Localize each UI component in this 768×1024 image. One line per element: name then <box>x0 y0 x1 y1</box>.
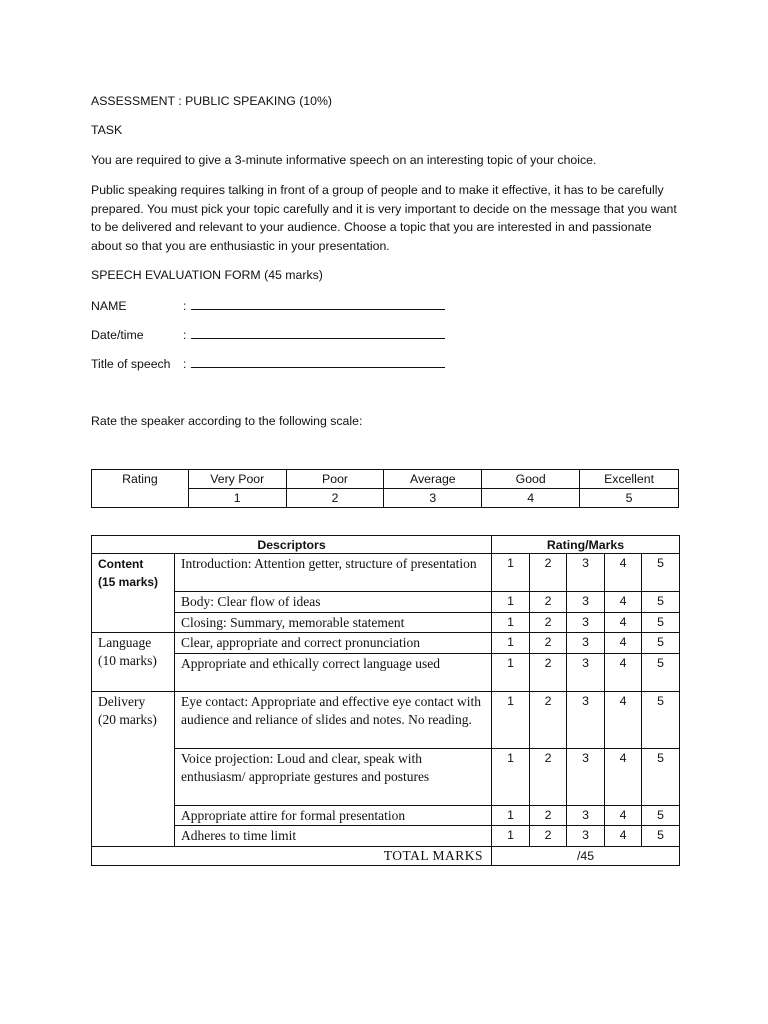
score-option[interactable]: 4 <box>605 826 642 847</box>
evaluation-header-row <box>92 536 680 554</box>
score-option[interactable]: 4 <box>605 633 642 654</box>
descriptor-text: Adheres to time limit <box>175 826 492 847</box>
score-option[interactable]: 3 <box>567 826 605 847</box>
scale-level-value: 2 <box>286 489 384 508</box>
table-row <box>92 748 680 805</box>
category-name: Delivery <box>98 693 146 709</box>
score-option[interactable]: 2 <box>530 592 567 613</box>
assessment-heading: ASSESSMENT : PUBLIC SPEAKING (10%) <box>91 94 333 108</box>
table-row <box>92 691 680 748</box>
title-blank[interactable] <box>191 355 445 368</box>
score-option[interactable]: 3 <box>567 592 605 613</box>
instructions-paragraph: Public speaking requires talking in front of a group of people and to make it effective, it has to be carefully prepared. You must pick your topic carefully and it is very important to decide on the message that you want to be delivered and relevant to your audience. Choose a topic that you are interested in and passionate about so that you are enthusiastic in your presentation. <box>91 183 677 254</box>
table-row <box>92 805 680 826</box>
score-option[interactable]: 4 <box>605 691 642 748</box>
score-option[interactable]: 1 <box>492 612 530 633</box>
scale-level-name: Average <box>384 470 482 489</box>
score-option[interactable]: 2 <box>530 805 567 826</box>
score-option[interactable]: 2 <box>530 748 567 805</box>
score-option[interactable]: 5 <box>642 554 680 592</box>
total-marks-label: TOTAL MARKS <box>92 846 492 865</box>
scale-level-name: Very Poor <box>188 470 286 489</box>
table-row <box>92 653 680 691</box>
score-option[interactable]: 5 <box>642 805 680 826</box>
score-option[interactable]: 1 <box>492 554 530 592</box>
score-option[interactable]: 5 <box>642 826 680 847</box>
descriptor-text: Introduction: Attention getter, structure of presentation <box>175 554 492 592</box>
scale-level-name: Poor <box>286 470 384 489</box>
score-option[interactable]: 5 <box>642 653 680 691</box>
score-option[interactable]: 1 <box>492 748 530 805</box>
name-label: NAME <box>91 299 127 313</box>
score-option[interactable]: 4 <box>605 554 642 592</box>
category-name: Language <box>98 635 152 650</box>
datetime-blank[interactable] <box>191 326 445 339</box>
scale-level-name: Excellent <box>580 470 679 489</box>
category-marks: (10 marks) <box>98 653 157 668</box>
score-option[interactable]: 5 <box>642 612 680 633</box>
rating-marks-header: Rating/Marks <box>492 536 680 554</box>
table-row <box>92 554 680 592</box>
table-row <box>92 592 680 613</box>
category-content <box>92 554 175 633</box>
name-field <box>91 297 445 315</box>
descriptor-text: Eye contact: Appropriate and effective eye contact with audience and reliance of slides and notes. No reading. <box>175 691 492 748</box>
descriptor-text: Appropriate attire for formal presentation <box>175 805 492 826</box>
score-option[interactable]: 1 <box>492 805 530 826</box>
table-row <box>92 612 680 633</box>
scale-names-row <box>92 470 679 489</box>
rating-scale-table <box>91 469 679 508</box>
task-label: TASK <box>91 123 123 137</box>
scale-rating-label: Rating <box>92 470 189 508</box>
scale-level-name: Good <box>482 470 580 489</box>
score-option[interactable]: 2 <box>530 554 567 592</box>
scale-level-value: 3 <box>384 489 482 508</box>
descriptor-text: Body: Clear flow of ideas <box>175 592 492 613</box>
score-option[interactable]: 4 <box>605 748 642 805</box>
score-option[interactable]: 3 <box>567 805 605 826</box>
score-option[interactable]: 3 <box>567 748 605 805</box>
score-option[interactable]: 4 <box>605 653 642 691</box>
score-option[interactable]: 5 <box>642 633 680 654</box>
datetime-colon: : <box>183 328 187 342</box>
score-option[interactable]: 4 <box>605 612 642 633</box>
title-field <box>91 355 445 373</box>
score-option[interactable]: 1 <box>492 592 530 613</box>
descriptor-text: Clear, appropriate and correct pronunciation <box>175 633 492 654</box>
scale-level-value: 1 <box>188 489 286 508</box>
descriptors-header: Descriptors <box>92 536 492 554</box>
score-option[interactable]: 3 <box>567 653 605 691</box>
score-option[interactable]: 5 <box>642 592 680 613</box>
table-row <box>92 633 680 654</box>
scale-intro: Rate the speaker according to the following scale: <box>91 414 363 428</box>
score-option[interactable]: 3 <box>567 554 605 592</box>
title-label: Title of speech <box>91 357 171 371</box>
score-option[interactable]: 2 <box>530 612 567 633</box>
total-row <box>92 846 680 865</box>
total-marks-value[interactable]: /45 <box>492 846 680 865</box>
score-option[interactable]: 4 <box>605 805 642 826</box>
score-option[interactable]: 5 <box>642 691 680 748</box>
score-option[interactable]: 2 <box>530 826 567 847</box>
datetime-label: Date/time <box>91 328 144 342</box>
score-option[interactable]: 2 <box>530 691 567 748</box>
category-language <box>92 633 175 692</box>
name-blank[interactable] <box>191 297 445 310</box>
evaluation-table <box>91 535 680 866</box>
title-colon: : <box>183 357 187 371</box>
descriptor-text: Voice projection: Loud and clear, speak with enthusiasm/ appropriate gestures and postures <box>175 748 492 805</box>
category-name: Content <box>98 557 144 571</box>
form-title: SPEECH EVALUATION FORM (45 marks) <box>91 268 323 282</box>
scale-level-value: 5 <box>580 489 679 508</box>
descriptor-text: Closing: Summary, memorable statement <box>175 612 492 633</box>
score-option[interactable]: 1 <box>492 653 530 691</box>
score-option[interactable]: 3 <box>567 691 605 748</box>
descriptor-text: Appropriate and ethically correct language used <box>175 653 492 691</box>
task-text: You are required to give a 3-minute informative speech on an interesting topic of your choice. <box>91 153 597 167</box>
category-marks: (20 marks) <box>98 711 157 727</box>
category-delivery <box>92 691 175 846</box>
scale-level-value: 4 <box>482 489 580 508</box>
score-option[interactable]: 3 <box>567 633 605 654</box>
score-option[interactable]: 3 <box>567 612 605 633</box>
score-option[interactable]: 2 <box>530 653 567 691</box>
score-option[interactable]: 4 <box>605 592 642 613</box>
score-option[interactable]: 1 <box>492 826 530 847</box>
score-option[interactable]: 5 <box>642 748 680 805</box>
name-colon: : <box>183 299 187 313</box>
table-row <box>92 826 680 847</box>
category-marks: (15 marks) <box>98 575 159 589</box>
score-option[interactable]: 2 <box>530 633 567 654</box>
score-option[interactable]: 1 <box>492 691 530 748</box>
score-option[interactable]: 1 <box>492 633 530 654</box>
datetime-field <box>91 326 445 344</box>
